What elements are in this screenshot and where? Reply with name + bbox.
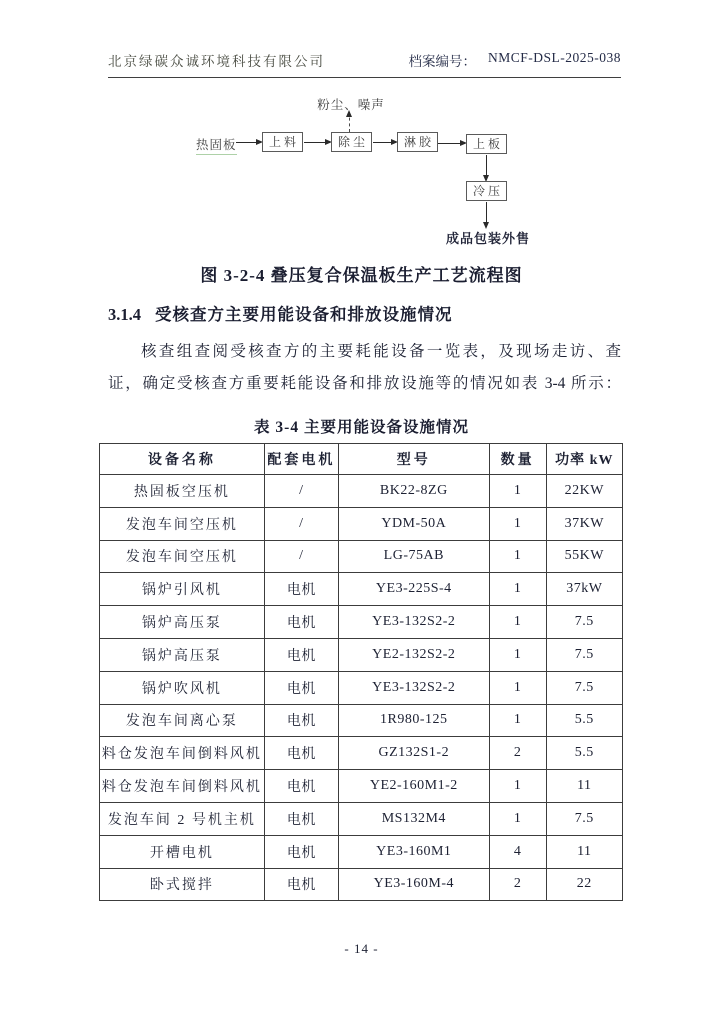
section-title: 受核查方主要用能设备和排放设施情况 <box>155 305 453 324</box>
table-cell: MS132M4 <box>339 802 490 835</box>
section-number: 3.1.4 <box>108 305 141 324</box>
table-cell: 1 <box>489 802 546 835</box>
table-cell: YE3-160M1 <box>339 835 490 868</box>
archive-label: 档案编号： <box>408 54 476 69</box>
table-cell: 7.5 <box>546 606 622 639</box>
table-row <box>100 737 623 770</box>
table-cell: 1 <box>489 704 546 737</box>
table-cell: / <box>264 475 338 508</box>
flow-arrow <box>373 142 396 143</box>
paragraph-line: 核查组查阅受核查方的主要耗能设备一览表，及现场走访、查 <box>141 343 621 360</box>
flow-arrow-down <box>486 202 487 227</box>
table-cell: 电机 <box>264 704 338 737</box>
table-cell: 锅炉吹风机 <box>100 671 265 704</box>
table-cell: 55KW <box>546 540 622 573</box>
col-header-power: 功率 kW <box>546 444 622 475</box>
flowchart-step-gluing: 淋 胶 <box>397 132 438 152</box>
page-number: - 14 - <box>344 941 379 956</box>
table-cell: 1 <box>489 540 546 573</box>
table-cell: YE3-225S-4 <box>339 573 490 606</box>
table-cell: 7.5 <box>546 671 622 704</box>
table-cell: 11 <box>546 770 622 803</box>
flow-arrow <box>236 142 261 143</box>
table-cell: 37KW <box>546 507 622 540</box>
paragraph-line: 证，确定受核查方重要耗能设备和排放设施等的情况如表 3-4 所示： <box>108 374 621 392</box>
table-cell: 37kW <box>546 573 622 606</box>
table-cell: 1 <box>489 638 546 671</box>
table-cell: 电机 <box>264 868 338 901</box>
section-heading <box>108 301 621 325</box>
table-row <box>100 704 623 737</box>
table-cell: YE3-132S2-2 <box>339 671 490 704</box>
table-cell: 锅炉高压泵 <box>100 606 265 639</box>
table-cell: 发泡车间空压机 <box>100 507 265 540</box>
table-cell: YE3-132S2-2 <box>339 606 490 639</box>
table-cell: 料仓发泡车间倒料风机 <box>100 737 265 770</box>
table-cell: LG-75AB <box>339 540 490 573</box>
table-cell: 热固板空压机 <box>100 475 265 508</box>
equipment-table-body <box>100 475 623 901</box>
table-cell: 发泡车间空压机 <box>100 540 265 573</box>
flowchart-step-dedusting: 除 尘 <box>331 132 372 152</box>
dashed-up-arrow <box>349 112 350 132</box>
table-row <box>100 606 623 639</box>
table-cell: 电机 <box>264 606 338 639</box>
flow-arrow <box>438 143 465 144</box>
equipment-table-header <box>100 444 623 475</box>
flowchart-step-boarding: 上 板 <box>466 134 507 154</box>
table-cell: 1 <box>489 475 546 508</box>
flowchart-step-coldpress: 冷 压 <box>466 181 507 201</box>
equipment-table <box>99 443 623 901</box>
table-cell: 22KW <box>546 475 622 508</box>
table-cell: 1 <box>489 606 546 639</box>
table-row <box>100 507 623 540</box>
process-flowchart <box>0 0 723 255</box>
table-cell: 发泡车间 2 号机主机 <box>100 802 265 835</box>
table-cell: YE2-132S2-2 <box>339 638 490 671</box>
table-cell: 电机 <box>264 802 338 835</box>
table-row <box>100 868 623 901</box>
table-cell: 电机 <box>264 737 338 770</box>
col-header-motor: 配套电机 <box>264 444 338 475</box>
table-cell: 电机 <box>264 835 338 868</box>
body-paragraph <box>108 336 621 399</box>
table-row <box>100 671 623 704</box>
table-cell: 1 <box>489 770 546 803</box>
table-cell: 1 <box>489 671 546 704</box>
table-cell: / <box>264 540 338 573</box>
table-header-row <box>100 444 623 475</box>
table-cell: / <box>264 507 338 540</box>
flowchart-input-label: 热固板 <box>196 135 237 155</box>
flowchart-emission-label: 粉尘、噪声 <box>317 98 385 112</box>
table-cell: 锅炉引风机 <box>100 573 265 606</box>
table-cell: 料仓发泡车间倒料风机 <box>100 770 265 803</box>
archive-number: NMCF-DSL-2025-038 <box>487 50 621 65</box>
table-cell: 开槽电机 <box>100 835 265 868</box>
flowchart-output-label: 成品包装外售 <box>445 231 530 246</box>
table-cell: GZ132S1-2 <box>339 737 490 770</box>
table-row <box>100 835 623 868</box>
table-cell: 4 <box>489 835 546 868</box>
company-name: 北京绿碳众诚环境科技有限公司 <box>108 54 325 69</box>
table-row <box>100 573 623 606</box>
col-header-device-name: 设备名称 <box>100 444 265 475</box>
table-cell: 锅炉高压泵 <box>100 638 265 671</box>
table-cell: 2 <box>489 868 546 901</box>
table-cell: YE2-160M1-2 <box>339 770 490 803</box>
table-cell: 11 <box>546 835 622 868</box>
table-cell: 5.5 <box>546 704 622 737</box>
table-cell: 电机 <box>264 770 338 803</box>
table-row <box>100 770 623 803</box>
table-cell: 电机 <box>264 671 338 704</box>
table-cell: BK22-8ZG <box>339 475 490 508</box>
table-cell: 1 <box>489 573 546 606</box>
flow-arrow-down <box>486 155 487 180</box>
table-row <box>100 802 623 835</box>
table-cell: 发泡车间离心泵 <box>100 704 265 737</box>
table-cell: 7.5 <box>546 638 622 671</box>
table-cell: 电机 <box>264 638 338 671</box>
table-cell: 1R980-125 <box>339 704 490 737</box>
table-cell: 电机 <box>264 573 338 606</box>
table-cell: YE3-160M-4 <box>339 868 490 901</box>
flow-arrow <box>304 142 330 143</box>
table-cell: 卧式搅拌 <box>100 868 265 901</box>
col-header-quantity: 数量 <box>489 444 546 475</box>
table-cell: 7.5 <box>546 802 622 835</box>
table-row <box>100 540 623 573</box>
figure-caption: 图 3-2-4 叠压复合保温板生产工艺流程图 <box>200 266 523 285</box>
table-caption: 表 3-4 主要用能设备设施情况 <box>254 419 469 436</box>
table-cell: 22 <box>546 868 622 901</box>
table-cell: 5.5 <box>546 737 622 770</box>
flowchart-step-feeding: 上 料 <box>262 132 303 152</box>
table-cell: 2 <box>489 737 546 770</box>
table-cell: YDM-50A <box>339 507 490 540</box>
table-row <box>100 475 623 508</box>
col-header-model: 型号 <box>339 444 490 475</box>
table-row <box>100 638 623 671</box>
table-cell: 1 <box>489 507 546 540</box>
